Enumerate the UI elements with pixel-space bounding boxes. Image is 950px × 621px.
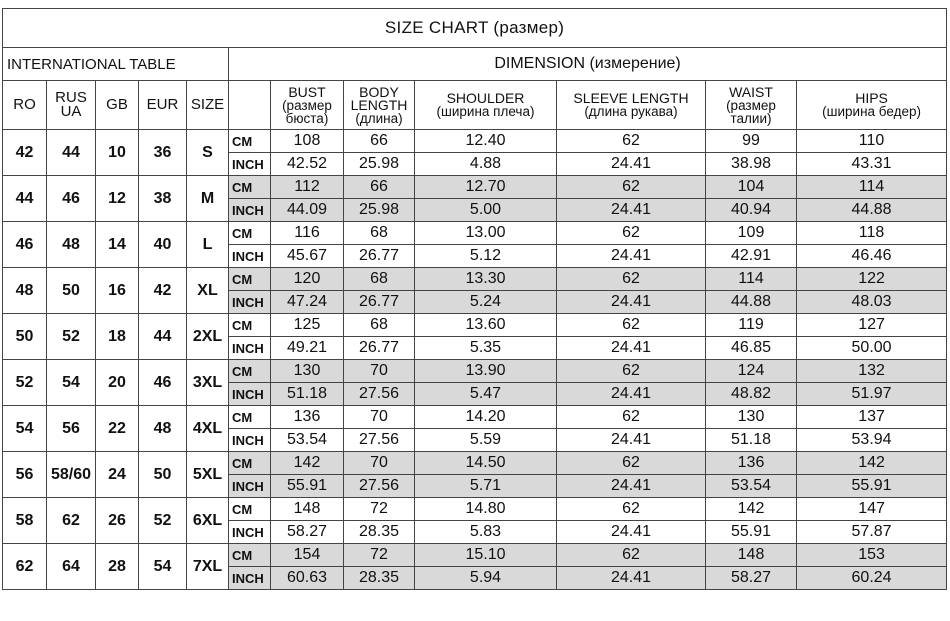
measurement-cell-hips: 118 bbox=[797, 222, 947, 245]
measurement-cell-hips: 57.87 bbox=[797, 521, 947, 544]
measurement-cell-shoulder: 5.35 bbox=[415, 337, 557, 360]
measurement-cell-shoulder: 14.50 bbox=[415, 452, 557, 475]
measurement-cell-body-length: 68 bbox=[344, 314, 415, 337]
col-header-shoulder bbox=[415, 81, 557, 130]
size-ro-cell: 52 bbox=[3, 360, 47, 406]
unit-label-inch: INCH bbox=[229, 383, 271, 406]
measurement-cell-bust: 45.67 bbox=[271, 245, 344, 268]
table-row-7xl-cm bbox=[3, 544, 947, 567]
measurement-cell-bust: 51.18 bbox=[271, 383, 344, 406]
measurement-cell-hips: 51.97 bbox=[797, 383, 947, 406]
measurement-cell-waist: 148 bbox=[706, 544, 797, 567]
size-eur-cell: 42 bbox=[139, 268, 187, 314]
measurement-cell-hips: 110 bbox=[797, 130, 947, 153]
measurement-cell-sleeve-length: 62 bbox=[557, 452, 706, 475]
size-chart-table bbox=[2, 8, 947, 590]
col-header-sublabel: UA bbox=[60, 103, 82, 120]
measurement-cell-sleeve-length: 24.41 bbox=[557, 383, 706, 406]
col-header-label: EUR bbox=[146, 96, 179, 113]
col-header-size bbox=[187, 81, 229, 130]
col-header-label: SLEEVE LENGTH bbox=[573, 90, 689, 106]
size-label-cell: S bbox=[187, 130, 229, 176]
col-header-label: SIZE bbox=[190, 96, 225, 113]
measurement-cell-shoulder: 5.12 bbox=[415, 245, 557, 268]
measurement-cell-waist: 38.98 bbox=[706, 153, 797, 176]
measurement-cell-waist: 58.27 bbox=[706, 567, 797, 590]
col-header-waist bbox=[706, 81, 797, 130]
measurement-cell-hips: 137 bbox=[797, 406, 947, 429]
measurement-cell-hips: 127 bbox=[797, 314, 947, 337]
measurement-cell-waist: 48.82 bbox=[706, 383, 797, 406]
measurement-cell-shoulder: 13.90 bbox=[415, 360, 557, 383]
size-label-cell: XL bbox=[187, 268, 229, 314]
measurement-cell-sleeve-length: 62 bbox=[557, 314, 706, 337]
size-eur-cell: 44 bbox=[139, 314, 187, 360]
size-gb-cell: 10 bbox=[96, 130, 139, 176]
measurement-cell-body-length: 26.77 bbox=[344, 291, 415, 314]
measurement-cell-sleeve-length: 62 bbox=[557, 222, 706, 245]
measurement-cell-waist: 124 bbox=[706, 360, 797, 383]
measurement-cell-shoulder: 12.40 bbox=[415, 130, 557, 153]
unit-label-cm: CM bbox=[229, 222, 271, 245]
measurement-cell-waist: 119 bbox=[706, 314, 797, 337]
table-row-xl-cm bbox=[3, 268, 947, 291]
measurement-cell-waist: 44.88 bbox=[706, 291, 797, 314]
col-header-label: SHOULDER bbox=[446, 90, 525, 106]
measurement-cell-body-length: 25.98 bbox=[344, 199, 415, 222]
size-eur-cell: 36 bbox=[139, 130, 187, 176]
unit-label-cm: CM bbox=[229, 130, 271, 153]
measurement-cell-bust: 53.54 bbox=[271, 429, 344, 452]
measurement-cell-bust: 142 bbox=[271, 452, 344, 475]
measurement-cell-hips: 46.46 bbox=[797, 245, 947, 268]
table-row-5xl-cm bbox=[3, 452, 947, 475]
measurement-cell-shoulder: 5.59 bbox=[415, 429, 557, 452]
size-eur-cell: 54 bbox=[139, 544, 187, 590]
table-row-m-cm bbox=[3, 176, 947, 199]
measurement-cell-shoulder: 5.47 bbox=[415, 383, 557, 406]
measurement-cell-bust: 60.63 bbox=[271, 567, 344, 590]
measurement-cell-body-length: 68 bbox=[344, 222, 415, 245]
measurement-cell-bust: 58.27 bbox=[271, 521, 344, 544]
col-header-label: BODY LENGTH bbox=[350, 83, 408, 113]
size-gb-cell: 24 bbox=[96, 452, 139, 498]
measurement-cell-waist: 51.18 bbox=[706, 429, 797, 452]
size-label-cell: 6XL bbox=[187, 498, 229, 544]
measurement-cell-waist: 104 bbox=[706, 176, 797, 199]
measurement-cell-body-length: 66 bbox=[344, 176, 415, 199]
col-header-body-length bbox=[344, 81, 415, 130]
unit-label-cm: CM bbox=[229, 498, 271, 521]
size-eur-cell: 38 bbox=[139, 176, 187, 222]
col-header-label: GB bbox=[106, 96, 128, 113]
size-label-cell: 4XL bbox=[187, 406, 229, 452]
measurement-cell-sleeve-length: 24.41 bbox=[557, 245, 706, 268]
measurement-cell-shoulder: 5.94 bbox=[415, 567, 557, 590]
unit-column-header bbox=[229, 81, 271, 130]
measurement-cell-waist: 55.91 bbox=[706, 521, 797, 544]
measurement-cell-waist: 99 bbox=[706, 130, 797, 153]
unit-label-cm: CM bbox=[229, 452, 271, 475]
size-label-cell: M bbox=[187, 176, 229, 222]
measurement-cell-bust: 42.52 bbox=[271, 153, 344, 176]
size-gb-cell: 18 bbox=[96, 314, 139, 360]
size-ro-cell: 42 bbox=[3, 130, 47, 176]
col-header-sublabel: (ширина бедер) bbox=[822, 104, 921, 119]
measurement-cell-sleeve-length: 24.41 bbox=[557, 199, 706, 222]
measurement-cell-shoulder: 12.70 bbox=[415, 176, 557, 199]
measurement-cell-bust: 47.24 bbox=[271, 291, 344, 314]
size-gb-cell: 12 bbox=[96, 176, 139, 222]
unit-label-inch: INCH bbox=[229, 291, 271, 314]
unit-label-cm: CM bbox=[229, 176, 271, 199]
measurement-cell-hips: 132 bbox=[797, 360, 947, 383]
size-rus-cell: 64 bbox=[47, 544, 96, 590]
measurement-cell-body-length: 28.35 bbox=[344, 521, 415, 544]
measurement-cell-hips: 142 bbox=[797, 452, 947, 475]
measurement-cell-body-length: 72 bbox=[344, 498, 415, 521]
measurement-cell-bust: 130 bbox=[271, 360, 344, 383]
unit-label-inch: INCH bbox=[229, 337, 271, 360]
size-eur-cell: 50 bbox=[139, 452, 187, 498]
measurement-cell-sleeve-length: 62 bbox=[557, 406, 706, 429]
measurement-cell-waist: 142 bbox=[706, 498, 797, 521]
international-table-header: INTERNATIONAL TABLE bbox=[3, 48, 229, 81]
measurement-cell-body-length: 27.56 bbox=[344, 429, 415, 452]
size-rus-cell: 46 bbox=[47, 176, 96, 222]
measurement-cell-sleeve-length: 62 bbox=[557, 130, 706, 153]
unit-label-cm: CM bbox=[229, 268, 271, 291]
table-row-2xl-cm bbox=[3, 314, 947, 337]
col-header-sublabel: (ширина плеча) bbox=[436, 104, 535, 119]
measurement-cell-body-length: 27.56 bbox=[344, 475, 415, 498]
measurement-cell-bust: 125 bbox=[271, 314, 344, 337]
size-ro-cell: 62 bbox=[3, 544, 47, 590]
unit-label-inch: INCH bbox=[229, 429, 271, 452]
unit-label-inch: INCH bbox=[229, 567, 271, 590]
size-eur-cell: 46 bbox=[139, 360, 187, 406]
measurement-cell-body-length: 70 bbox=[344, 406, 415, 429]
measurement-cell-body-length: 70 bbox=[344, 360, 415, 383]
size-rus-cell: 62 bbox=[47, 498, 96, 544]
measurement-cell-waist: 136 bbox=[706, 452, 797, 475]
measurement-cell-waist: 53.54 bbox=[706, 475, 797, 498]
measurement-cell-shoulder: 14.80 bbox=[415, 498, 557, 521]
measurement-cell-hips: 50.00 bbox=[797, 337, 947, 360]
col-header-ro bbox=[3, 81, 47, 130]
col-header-sublabel: (длина рукава) bbox=[584, 104, 678, 119]
measurement-cell-shoulder: 5.24 bbox=[415, 291, 557, 314]
col-header-sublabel: (размер бюста) bbox=[282, 97, 332, 126]
dimension-header: DIMENSION (измерение) bbox=[229, 48, 947, 81]
measurement-cell-hips: 53.94 bbox=[797, 429, 947, 452]
col-header-label: BUST bbox=[288, 83, 326, 100]
table-row-3xl-cm bbox=[3, 360, 947, 383]
col-header-rus bbox=[47, 81, 96, 130]
unit-label-cm: CM bbox=[229, 406, 271, 429]
measurement-cell-sleeve-length: 24.41 bbox=[557, 429, 706, 452]
col-header-bust bbox=[271, 81, 344, 130]
size-gb-cell: 22 bbox=[96, 406, 139, 452]
measurement-cell-waist: 46.85 bbox=[706, 337, 797, 360]
size-rus-cell: 48 bbox=[47, 222, 96, 268]
unit-label-inch: INCH bbox=[229, 245, 271, 268]
measurement-cell-bust: 55.91 bbox=[271, 475, 344, 498]
measurement-cell-bust: 49.21 bbox=[271, 337, 344, 360]
measurement-cell-sleeve-length: 62 bbox=[557, 176, 706, 199]
col-header-gb bbox=[96, 81, 139, 130]
measurement-cell-body-length: 72 bbox=[344, 544, 415, 567]
measurement-cell-waist: 130 bbox=[706, 406, 797, 429]
size-rus-cell: 50 bbox=[47, 268, 96, 314]
measurement-cell-shoulder: 13.60 bbox=[415, 314, 557, 337]
measurement-cell-body-length: 25.98 bbox=[344, 153, 415, 176]
size-ro-cell: 54 bbox=[3, 406, 47, 452]
measurement-cell-sleeve-length: 24.41 bbox=[557, 337, 706, 360]
measurement-cell-body-length: 66 bbox=[344, 130, 415, 153]
measurement-cell-shoulder: 15.10 bbox=[415, 544, 557, 567]
measurement-cell-bust: 116 bbox=[271, 222, 344, 245]
col-header-label: RUS bbox=[55, 89, 87, 106]
measurement-cell-bust: 120 bbox=[271, 268, 344, 291]
chart-title: SIZE CHART (размер) bbox=[3, 9, 947, 48]
measurement-cell-bust: 44.09 bbox=[271, 199, 344, 222]
measurement-cell-sleeve-length: 24.41 bbox=[557, 153, 706, 176]
size-label-cell: L bbox=[187, 222, 229, 268]
measurement-cell-sleeve-length: 24.41 bbox=[557, 567, 706, 590]
measurement-cell-bust: 108 bbox=[271, 130, 344, 153]
measurement-cell-shoulder: 13.30 bbox=[415, 268, 557, 291]
size-gb-cell: 14 bbox=[96, 222, 139, 268]
size-label-cell: 5XL bbox=[187, 452, 229, 498]
col-header-sleeve-length bbox=[557, 81, 706, 130]
measurement-cell-waist: 42.91 bbox=[706, 245, 797, 268]
col-header-label: WAIST bbox=[729, 83, 773, 100]
size-chart bbox=[2, 8, 946, 604]
table-row-4xl-cm bbox=[3, 406, 947, 429]
unit-label-cm: CM bbox=[229, 360, 271, 383]
measurement-cell-bust: 136 bbox=[271, 406, 344, 429]
measurement-cell-waist: 109 bbox=[706, 222, 797, 245]
unit-label-inch: INCH bbox=[229, 199, 271, 222]
col-header-eur bbox=[139, 81, 187, 130]
measurement-cell-hips: 60.24 bbox=[797, 567, 947, 590]
measurement-cell-hips: 153 bbox=[797, 544, 947, 567]
size-rus-cell: 52 bbox=[47, 314, 96, 360]
size-gb-cell: 28 bbox=[96, 544, 139, 590]
measurement-cell-sleeve-length: 62 bbox=[557, 498, 706, 521]
size-ro-cell: 48 bbox=[3, 268, 47, 314]
measurement-cell-shoulder: 13.00 bbox=[415, 222, 557, 245]
size-ro-cell: 56 bbox=[3, 452, 47, 498]
measurement-cell-hips: 114 bbox=[797, 176, 947, 199]
size-eur-cell: 52 bbox=[139, 498, 187, 544]
table-row-s-cm bbox=[3, 130, 947, 153]
col-header-label: HIPS bbox=[855, 90, 888, 106]
size-ro-cell: 58 bbox=[3, 498, 47, 544]
measurement-cell-hips: 43.31 bbox=[797, 153, 947, 176]
measurement-cell-shoulder: 5.71 bbox=[415, 475, 557, 498]
measurement-cell-bust: 148 bbox=[271, 498, 344, 521]
measurement-cell-body-length: 27.56 bbox=[344, 383, 415, 406]
size-rus-cell: 56 bbox=[47, 406, 96, 452]
measurement-cell-waist: 40.94 bbox=[706, 199, 797, 222]
unit-label-cm: CM bbox=[229, 544, 271, 567]
size-label-cell: 2XL bbox=[187, 314, 229, 360]
unit-label-inch: INCH bbox=[229, 153, 271, 176]
size-gb-cell: 16 bbox=[96, 268, 139, 314]
col-header-label: RO bbox=[13, 96, 36, 113]
measurement-cell-shoulder: 5.83 bbox=[415, 521, 557, 544]
size-eur-cell: 40 bbox=[139, 222, 187, 268]
measurement-cell-body-length: 28.35 bbox=[344, 567, 415, 590]
measurement-cell-waist: 114 bbox=[706, 268, 797, 291]
measurement-cell-shoulder: 14.20 bbox=[415, 406, 557, 429]
measurement-cell-hips: 44.88 bbox=[797, 199, 947, 222]
measurement-cell-sleeve-length: 62 bbox=[557, 360, 706, 383]
unit-label-inch: INCH bbox=[229, 475, 271, 498]
measurement-cell-body-length: 68 bbox=[344, 268, 415, 291]
size-ro-cell: 50 bbox=[3, 314, 47, 360]
measurement-cell-hips: 122 bbox=[797, 268, 947, 291]
size-rus-cell: 54 bbox=[47, 360, 96, 406]
col-header-sublabel: (длина) bbox=[355, 110, 403, 126]
size-gb-cell: 20 bbox=[96, 360, 139, 406]
measurement-cell-sleeve-length: 24.41 bbox=[557, 475, 706, 498]
measurement-cell-sleeve-length: 24.41 bbox=[557, 521, 706, 544]
size-gb-cell: 26 bbox=[96, 498, 139, 544]
measurement-cell-shoulder: 5.00 bbox=[415, 199, 557, 222]
table-row-6xl-cm bbox=[3, 498, 947, 521]
size-eur-cell: 48 bbox=[139, 406, 187, 452]
measurement-cell-shoulder: 4.88 bbox=[415, 153, 557, 176]
measurement-cell-sleeve-length: 62 bbox=[557, 268, 706, 291]
measurement-cell-bust: 112 bbox=[271, 176, 344, 199]
size-label-cell: 3XL bbox=[187, 360, 229, 406]
measurement-cell-sleeve-length: 24.41 bbox=[557, 291, 706, 314]
table-row-l-cm bbox=[3, 222, 947, 245]
measurement-cell-sleeve-length: 62 bbox=[557, 544, 706, 567]
measurement-cell-hips: 48.03 bbox=[797, 291, 947, 314]
measurement-cell-hips: 147 bbox=[797, 498, 947, 521]
size-rus-cell: 44 bbox=[47, 130, 96, 176]
size-label-cell: 7XL bbox=[187, 544, 229, 590]
measurement-cell-body-length: 26.77 bbox=[344, 245, 415, 268]
size-ro-cell: 44 bbox=[3, 176, 47, 222]
measurement-cell-bust: 154 bbox=[271, 544, 344, 567]
col-header-hips bbox=[797, 81, 947, 130]
column-header-row bbox=[3, 81, 947, 130]
measurement-cell-body-length: 70 bbox=[344, 452, 415, 475]
measurement-cell-hips: 55.91 bbox=[797, 475, 947, 498]
size-rus-cell: 58/60 bbox=[47, 452, 96, 498]
col-header-sublabel: (размер талии) bbox=[726, 97, 776, 126]
measurement-cell-body-length: 26.77 bbox=[344, 337, 415, 360]
size-ro-cell: 46 bbox=[3, 222, 47, 268]
unit-label-cm: CM bbox=[229, 314, 271, 337]
unit-label-inch: INCH bbox=[229, 521, 271, 544]
